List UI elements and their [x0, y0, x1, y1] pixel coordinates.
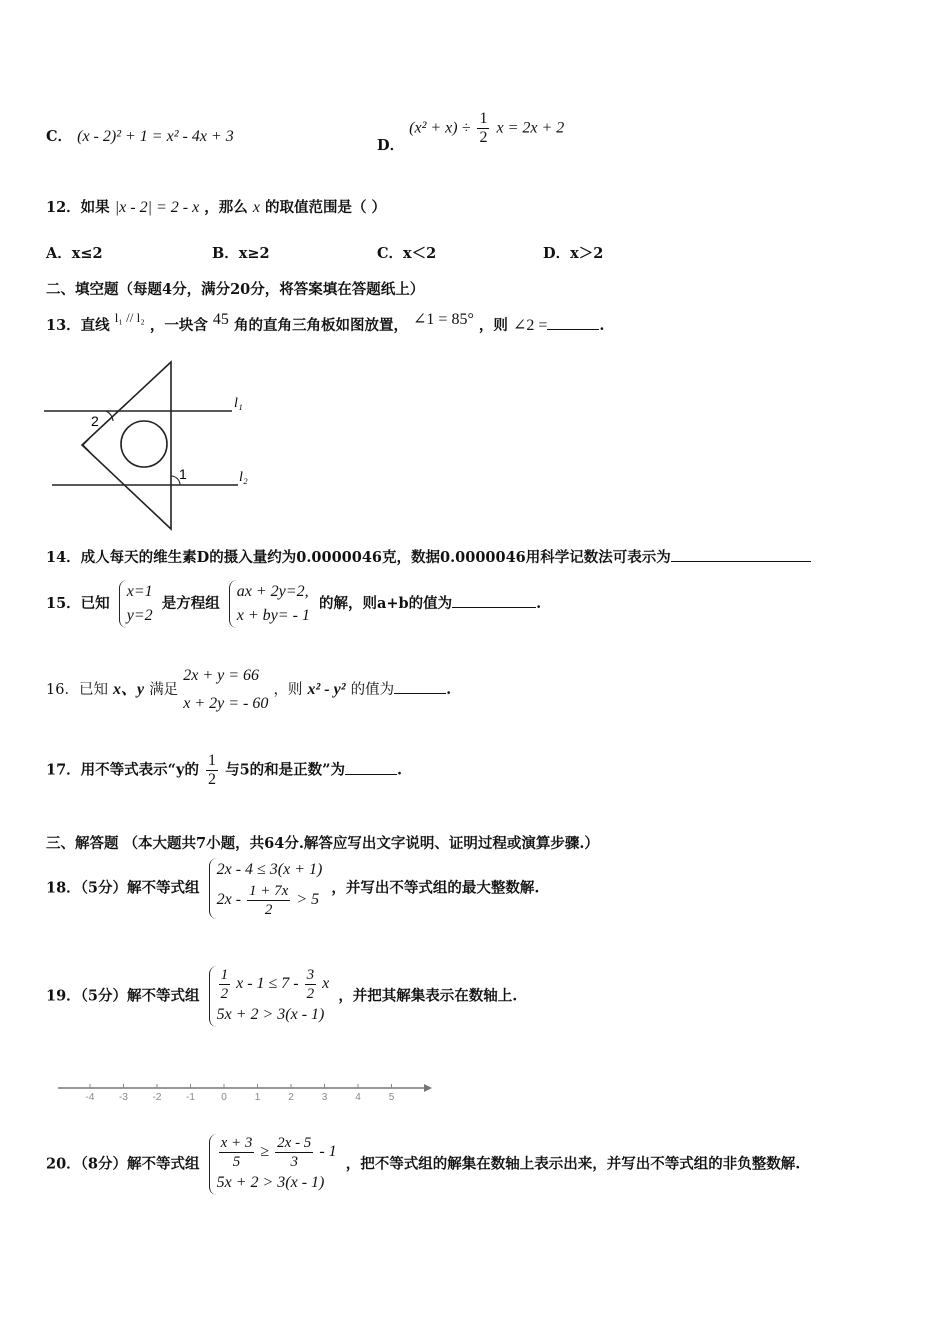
- q13-parallel-lines: l₁ // l₂: [114, 310, 145, 325]
- q11-c-label: C．: [46, 128, 73, 145]
- q17-answer-blank[interactable]: [345, 760, 397, 775]
- q15-number: 15．已知: [46, 595, 110, 612]
- q15-text-tail: 的解，则a+b的值为: [318, 595, 453, 612]
- q16-stem: [46, 662, 451, 718]
- q16-number: 16．已知: [46, 682, 108, 698]
- q12-option-b: B．x≥2: [212, 245, 270, 262]
- q20-row1-end: - 1: [319, 1143, 337, 1161]
- number-line-tick-label: 2: [288, 1092, 294, 1103]
- section2-heading: 二、填空题（每题4分，满分20分，将答案填在答题纸上）: [46, 281, 425, 298]
- number-line-tick-label: 1: [254, 1092, 261, 1103]
- q20-frac1-num: x + 3: [220, 1135, 253, 1151]
- q15-sys1-row1: x=1: [126, 583, 153, 600]
- q20-number: 20．（8分）解不等式组: [46, 1155, 200, 1173]
- q15-sys2-row2: x + by= - 1: [236, 607, 310, 624]
- q15-stem: [46, 580, 541, 628]
- q12-text-tail: 的取值范围是（ ）: [265, 199, 387, 216]
- q18-text-tail: ，并写出不等式组的最大整数解.: [331, 879, 540, 897]
- q16-text-2: ，则: [273, 682, 303, 698]
- q20-frac2-den: 3: [290, 1154, 298, 1170]
- q19-system: [209, 966, 330, 1027]
- q12-expression: |x - 2| = 2 - x: [114, 199, 200, 216]
- q15-solution-system: [119, 580, 153, 628]
- q11-option-c: [46, 127, 234, 147]
- label-l2: l₂: [239, 470, 248, 485]
- q18-fraction: [247, 882, 290, 919]
- q20-row1: [217, 1134, 337, 1171]
- q20-frac1-den: 5: [232, 1154, 241, 1170]
- q11-c-expression: (x - 2)² + 1 = x² - 4x + 3: [77, 128, 234, 145]
- q15-equation-system: [229, 580, 310, 628]
- section3-heading: 三、解答题 （本大题共7小题，共64分.解答应写出文字说明、证明过程或演算步骤.）: [46, 835, 599, 852]
- q13-number: 13．直线: [46, 317, 110, 334]
- q13-angle-1: ∠1 = 85°: [413, 311, 474, 328]
- q19-frac1-den: 2: [220, 986, 229, 1002]
- q16-expression: x² - y²: [307, 681, 346, 698]
- q11-d-fraction: [477, 110, 489, 147]
- q16-text-3: 的值为: [350, 682, 395, 698]
- q18-row2: [217, 882, 323, 919]
- label-angle-1: 1: [179, 466, 187, 482]
- q19-text-tail: ，并把其解集表示在数轴上.: [338, 987, 518, 1005]
- q19-frac2-den: 2: [306, 986, 315, 1002]
- q16-system: [183, 662, 268, 718]
- q12-number: 12．如果: [46, 199, 110, 216]
- q20-fraction-2: [275, 1134, 313, 1171]
- label-angle-2: 2: [91, 413, 99, 429]
- number-line-tick-label: -1: [186, 1092, 195, 1103]
- q12-variable: x: [252, 199, 260, 216]
- q14-stem: [46, 547, 811, 568]
- q15-answer-blank[interactable]: [452, 593, 536, 608]
- q17-fraction: [206, 752, 218, 789]
- q13-end: .: [599, 317, 605, 334]
- q16-sys-row2: x + 2y = - 60: [183, 695, 269, 712]
- q15-text-mid: 是方程组: [161, 595, 220, 612]
- q18-system: [209, 858, 323, 919]
- q17-frac-num: 1: [208, 752, 217, 769]
- number-line-tick-label: -2: [152, 1092, 162, 1103]
- label-l1: l₁: [234, 396, 243, 411]
- q12-stem: [46, 198, 386, 218]
- number-line-arrow: [424, 1084, 432, 1092]
- q18-row2-right: > 5: [296, 891, 320, 909]
- q13-text-1: ，一块含: [149, 317, 208, 334]
- q11-d-expression-right: x = 2x + 2: [496, 119, 565, 137]
- q20-frac2-num: 2x - 5: [277, 1135, 312, 1151]
- q17-text-2: 与5的和是正数”为: [225, 761, 346, 779]
- q13-angle-2: ∠2 =: [512, 317, 548, 334]
- q19-number: 19．（5分）解不等式组: [46, 987, 200, 1005]
- q15-end: .: [536, 595, 542, 612]
- q17-stem: [46, 752, 402, 789]
- q18-frac-den: 2: [264, 902, 273, 918]
- q15-sys2-row1: ax + 2y=2,: [236, 583, 309, 600]
- q16-end: .: [446, 681, 452, 698]
- q15-sys1-row2: y=2: [126, 607, 153, 624]
- q13-figure: [40, 355, 270, 540]
- q18-number: 18．（5分）解不等式组: [46, 879, 200, 897]
- q12-option-d: D．x＞2: [543, 245, 604, 262]
- q11-d-frac-den: 2: [479, 129, 488, 146]
- q19-frac1-num: 1: [220, 967, 229, 983]
- q18-row1: 2x - 4 ≤ 3(x + 1): [216, 861, 323, 878]
- q12-text-mid: ，那么: [204, 199, 248, 216]
- q20-row2: 5x + 2 > 3(x - 1): [216, 1174, 325, 1191]
- triangle-hole: [121, 421, 167, 467]
- number-line-tick-label: -4: [85, 1092, 95, 1103]
- q19-fraction-1: [219, 966, 231, 1003]
- q16-answer-blank[interactable]: [394, 679, 446, 694]
- q17-frac-den: 2: [208, 771, 217, 788]
- q11-d-label: D．: [377, 136, 405, 154]
- q20-system: [209, 1134, 337, 1195]
- q18-row2-left: 2x -: [216, 891, 242, 909]
- q18-frac-num: 1 + 7x: [249, 883, 289, 899]
- q19-stem: [46, 966, 517, 1027]
- q13-text-3: ，则: [478, 317, 508, 334]
- q12-option-c: C．x＜2: [377, 245, 437, 262]
- q16-variables: x、y: [113, 681, 145, 698]
- q19-row2: 5x + 2 > 3(x - 1): [216, 1006, 325, 1023]
- q19-frac2-num: 3: [306, 967, 315, 983]
- q20-row1-mid: ≥: [260, 1143, 270, 1161]
- q19-row1-end: x: [322, 975, 330, 993]
- q13-answer-blank[interactable]: [547, 315, 599, 330]
- number-line-tick-label: 3: [321, 1092, 328, 1103]
- q20-fraction-1: [219, 1134, 255, 1171]
- q18-stem: [46, 858, 539, 919]
- q13-text-2: 角的直角三角板如图放置，: [233, 317, 408, 334]
- q20-text-tail: ，把不等式组的解集在数轴上表示出来，并写出不等式组的非负整数解.: [345, 1155, 801, 1173]
- q19-row1-mid: x - 1 ≤ 7 -: [236, 975, 299, 993]
- q19-fraction-2: [305, 966, 317, 1003]
- q19-row1: [217, 966, 330, 1003]
- number-line-tick-label: 4: [355, 1092, 361, 1103]
- q14-answer-blank[interactable]: [671, 547, 811, 562]
- q12-option-a: A．x≤2: [46, 245, 103, 262]
- q16-sys-row1: 2x + y = 66: [183, 667, 260, 684]
- q13-stem: [46, 310, 605, 336]
- q11-d-expression-left: (x² + x) ÷: [409, 119, 471, 137]
- q17-end: .: [397, 761, 403, 779]
- q11-d-frac-num: 1: [479, 110, 488, 127]
- q11-option-d: [377, 110, 565, 154]
- q13-degree: 45: [212, 311, 229, 328]
- number-line-tick-label: 5: [388, 1092, 395, 1103]
- q17-text-1: 17．用不等式表示“y的: [46, 761, 199, 779]
- q14-text: 14．成人每天的维生素D的摄入量约为0.0000046克，数据0.0000046用科学记数法可表示为: [46, 549, 671, 566]
- q20-stem: [46, 1134, 800, 1195]
- number-line-tick-label: -3: [119, 1092, 128, 1103]
- triangle-ruler: [82, 362, 171, 529]
- q16-text-1: 满足: [149, 682, 179, 698]
- number-line-tick-label: 0: [221, 1092, 227, 1103]
- number-line: [56, 1076, 436, 1106]
